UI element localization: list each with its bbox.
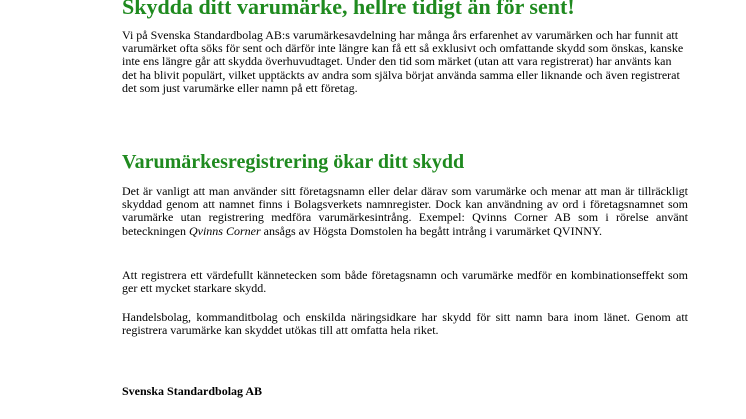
registration-text-end: ansågs av Högsta Domstolen ha begått intrång i varumärket QVINNY. bbox=[260, 223, 603, 238]
main-heading: Skydda ditt varumärke, hellre tidigt än för sent! bbox=[122, 0, 575, 19]
protection-scope-paragraph: Handelsbolag, kommanditbolag och enskilda näringsidkare har skydd för sitt namn bara inom länet. Genom att registrera varumärke kan skyddet utökas till att omfatta hela riket. bbox=[122, 310, 688, 338]
intro-paragraph: Vi på Svenska Standardbolag AB:s varumärkesavdelning har många års erfarenhet av varumärken och har funnit att varumärket ofta söks för sent och därför inte längre kan få ett så exklusivt och omfattande skydd som önskas, kanske inte ens längre går att skydda överhuvudtaget. Under den tid som märket (utan att vara registrerat) har använts kan det ha blivit populärt, vilket upptäckts av andra som själva börjat använda samma eller liknande och även registrerat det som just varumärke eller namn på ett företag. bbox=[122, 28, 684, 95]
example-trademark-name: Qvinns Corner bbox=[188, 223, 261, 238]
combination-paragraph: Att registrera ett värdefullt kännetecken som både företagsnamn och varumärke medför en kombinationseffekt som ger ett mycket starkare skydd. bbox=[122, 268, 688, 296]
company-name: Svenska Standardbolag AB bbox=[122, 384, 263, 398]
registration-paragraph bbox=[122, 185, 688, 238]
section-heading: Varumärkesregistrering ökar ditt skydd bbox=[122, 151, 465, 173]
registration-text-start: Det är vanligt att man använder sitt företagsnamn eller delar därav som varumärke och menar att man är tillräckligt skyddad genom att namnet finns i Bolagsverkets namnregister. Dock kan användning av ord i företagsnamnet som varumärke utan registrering medföra varumärkesintrång. Exempel: Qvinns Corner AB som i rörelse använt beteckningen bbox=[122, 184, 688, 238]
